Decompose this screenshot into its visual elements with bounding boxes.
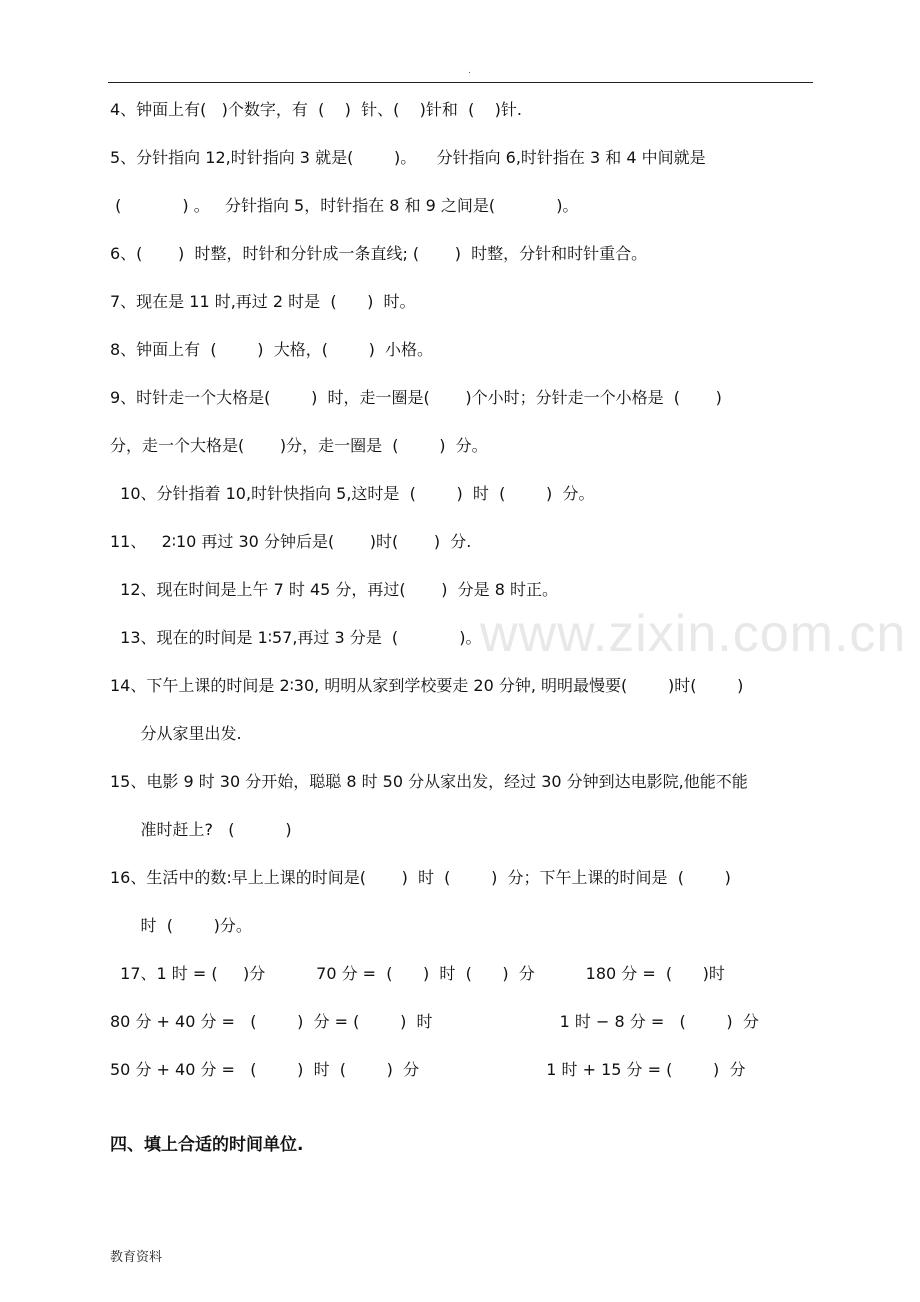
question-15-cont: 准时赶上? ( ) bbox=[110, 820, 292, 839]
question-9-cont: 分，走一个大格是( )分，走一圈是 ( ) 分。 bbox=[110, 436, 488, 455]
question-9: 9、时针走一个大格是( ) 时，走一圈是( )个小时；分针走一个小格是 ( ) bbox=[110, 388, 722, 407]
question-16: 16、生活中的数:早上上课的时间是( ) 时 ( ) 分；下午上课的时间是 ( ) bbox=[110, 868, 731, 887]
question-17: 17、1 时 = ( )分 70 分 = ( ) 时 ( ) 分 180 分 = ( )时 bbox=[110, 964, 725, 983]
question-15: 15、电影 9 时 30 分开始，聪聪 8 时 50 分从家出发，经过 30 分钟到达电影院,他能不能 bbox=[110, 772, 748, 791]
question-7: 7、现在是 11 时,再过 2 时是 ( ) 时。 bbox=[110, 292, 416, 311]
question-5: 5、分针指向 12,时针指向 3 就是( )。 分针指向 6,时针指在 3 和 4 中间就是 bbox=[110, 148, 706, 167]
question-16-cont: 时 ( )分。 bbox=[110, 916, 252, 935]
question-14: 14、下午上课的时间是 2∶30, 明明从家到学校要走 20 分钟, 明明最慢要( )时( ) bbox=[110, 676, 744, 695]
footer-label: 教育资料 bbox=[110, 1250, 163, 1265]
question-13: 13、现在的时间是 1∶57,再过 3 分是 ( )。 bbox=[110, 628, 482, 647]
question-6: 6、( ) 时整，时针和分针成一条直线; ( ) 时整，分针和时针重合。 bbox=[110, 244, 648, 263]
question-4: 4、钟面上有( )个数字，有 ( ) 针、( )针和 ( )针. bbox=[110, 100, 523, 119]
question-17-row-2: 80 分 + 40 分 = ( ) 分 = ( ) 时 1 时 − 8 分 = ( ) 分 bbox=[110, 1012, 759, 1031]
question-11: 11、 2∶10 再过 30 分钟后是( )时( ) 分. bbox=[110, 532, 472, 551]
question-17-row-3: 50 分 + 40 分 = ( ) 时 ( ) 分 1 时 + 15 分 = ( ) 分 bbox=[110, 1060, 746, 1079]
question-12: 12、现在时间是上午 7 时 45 分，再过( ) 分是 8 时正。 bbox=[110, 580, 559, 599]
question-5-cont: ( ) 。 分针指向 5，时针指在 8 和 9 之间是( )。 bbox=[110, 196, 579, 215]
watermark-text: www.zixin.com.cn bbox=[480, 605, 907, 663]
section-title: 四、填上合适的时间单位. bbox=[110, 1135, 304, 1155]
question-8: 8、钟面上有 ( ) 大格，( ) 小格。 bbox=[110, 340, 434, 359]
question-10: 10、分针指着 10,时针快指向 5,这时是 ( ) 时 ( ) 分。 bbox=[110, 484, 595, 503]
question-14-cont: 分从家里出发. bbox=[110, 724, 242, 743]
header-mark: . bbox=[468, 66, 471, 76]
header-rule bbox=[108, 82, 813, 83]
